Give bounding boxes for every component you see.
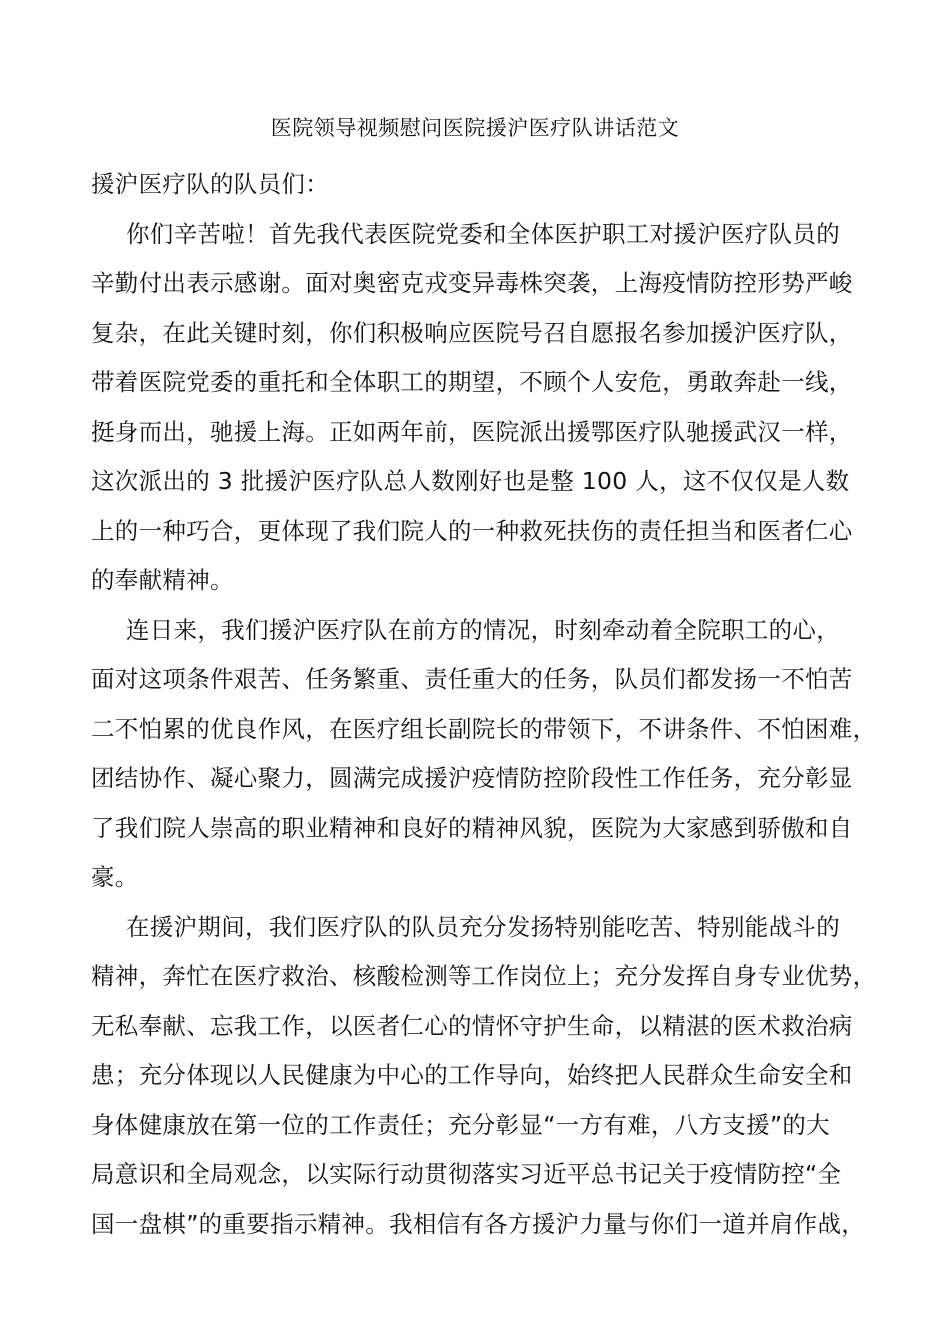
document-body: [91, 166, 881, 1255]
text-line: 局意识和全局观念，以实际行动贯彻落实习近平总书记关于疫情防控“全: [91, 1160, 842, 1188]
text-line: 团结协作、凝心聚力，圆满完成援沪疫情防控阶段性工作任务，充分彰显: [91, 764, 853, 792]
text-line: 了我们院人崇高的职业精神和良好的精神风貌，医院为大家感到骄傲和自: [91, 813, 853, 842]
text-line: 带着医院党委的重托和全体职工的期望，不顾个人安危，勇敢奔赴一线，: [91, 368, 853, 396]
text-line: 面对这项条件艰苦、任务繁重、责任重大的任务，队员们都发扬一不怕苦: [91, 665, 853, 693]
text-line: 这次派出的 3 批援沪医疗队总人数刚好也是整 100 人，这不仅仅是人数: [91, 467, 850, 495]
text-line: 辛勤付出表示感谢。面对奥密克戎变异毒株突袭，上海疫情防控形势严峻: [91, 269, 853, 297]
text-line: 精神，奔忙在医疗救治、核酸检测等工作岗位上；充分发挥自身专业优势，: [91, 962, 877, 990]
text-line: 患；充分体现以人民健康为中心的工作导向，始终把人民群众生命安全和: [91, 1061, 853, 1089]
text-line: 身体健康放在第一位的工作责任；充分彰显“一方有难，八方支援”的大: [91, 1110, 830, 1139]
text-line: 的奉献精神。: [91, 566, 234, 594]
text-line: 挺身而出，驰援上海。正如两年前，医院派出援鄂医疗队驰援武汉一样，: [91, 417, 853, 446]
text-line: 你们辛苦啦！首先我代表医院党委和全体医护职工对援沪医疗队员的: [126, 219, 840, 248]
text-line: 上的一种巧合，更体现了我们院人的一种救死扶伤的责任担当和医者仁心: [91, 516, 853, 545]
text-line: 复杂，在此关键时刻，你们积极响应医院号召自愿报名参加援沪医疗队，: [91, 318, 853, 347]
text-line: 国一盘棋”的重要指示精神。我相信有各方援沪力量与你们一道并肩作战，: [91, 1209, 866, 1238]
text-line: 豪。: [91, 863, 139, 891]
document-title: 医院领导视频慰问医院援沪医疗队讲话范文: [270, 116, 680, 140]
text-line: 无私奉献、忘我工作，以医者仁心的情怀守护生命，以精湛的医术救治病: [91, 1011, 853, 1040]
text-line: 在援沪期间，我们医疗队的队员充分发扬特别能吃苦、特别能战斗的: [126, 912, 840, 941]
text-line: 援沪医疗队的队员们：: [91, 170, 329, 198]
text-line: 二不怕累的优良作风，在医疗组长副院长的带领下，不讲条件、不怕困难，: [91, 714, 877, 743]
text-line: 连日来，我们援沪医疗队在前方的情况，时刻牵动着全院职工的心，: [126, 615, 840, 644]
